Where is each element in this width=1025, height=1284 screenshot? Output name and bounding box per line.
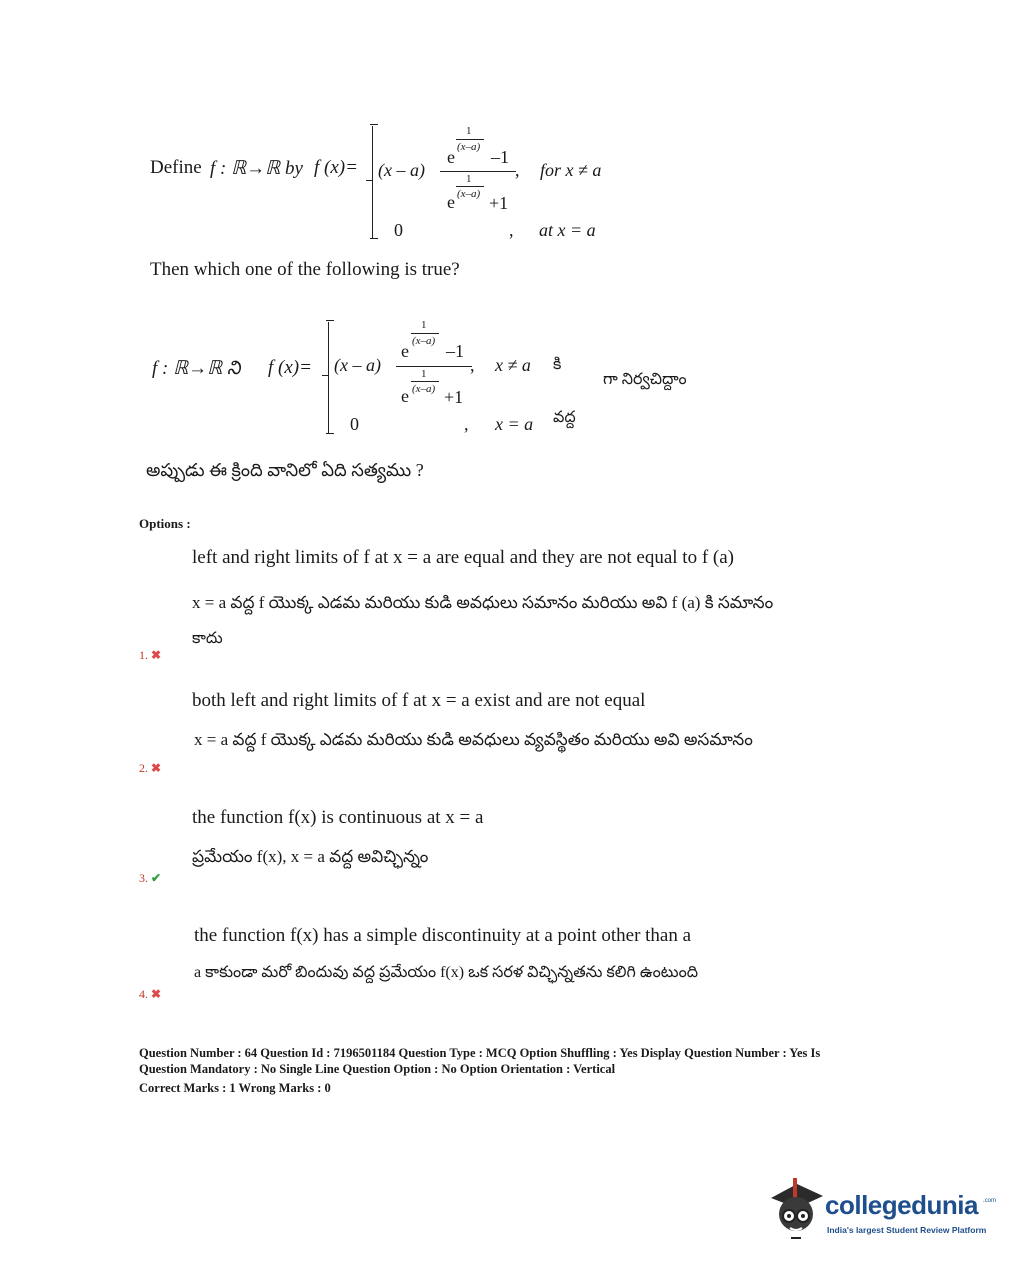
- minus-one: –1: [491, 147, 509, 167]
- correct-check-icon: ✔: [151, 871, 162, 885]
- option-4-number: 4. ✖: [139, 987, 162, 1001]
- numerator-e: e: [447, 147, 455, 167]
- num-exp-den: (x–a): [457, 141, 481, 153]
- main-fraction-bar: [440, 171, 516, 172]
- option-2-number: 2. ✖: [139, 761, 162, 775]
- option-2-english: both left and right limits of f at x = a exist and are not equal: [192, 690, 646, 711]
- wrong-mark-icon: ✖: [151, 761, 162, 775]
- option-3-telugu: ప్రమేయం f(x), x = a వద్ద అవిచ్ఛిన్నం: [192, 847, 429, 866]
- meta-line-3: Correct Marks : 1 Wrong Marks : 0: [139, 1081, 331, 1095]
- function-domain: f : ℝ→ℝ by: [210, 158, 303, 179]
- option-1-telugu-cont: కాదు: [192, 630, 223, 647]
- wrong-mark-icon: ✖: [151, 648, 162, 662]
- x-minus-a-telugu: (x – a): [334, 355, 381, 375]
- zero-value: 0: [394, 220, 403, 240]
- denominator-e: e: [447, 192, 455, 212]
- option-4-telugu: a కాకుండా మరో బిందువు వద్ద ప్రమేయం f(x) ఒక సరళ విచ్ఛిన్నతను కలిగి ఉంటుంది: [194, 964, 698, 981]
- brand-name: collegedunia: [825, 1190, 978, 1220]
- den-exp-den: (x–a): [457, 188, 481, 200]
- brand-tagline: India's largest Student Review Platform: [827, 1225, 987, 1235]
- function-domain-telugu: f : ℝ→ℝ ని: [152, 358, 241, 379]
- option-1-english: left and right limits of f at x = a are equal and they are not equal to f (a): [192, 547, 734, 568]
- x-minus-a: (x – a): [378, 160, 425, 180]
- option-3-number: 3. ✔: [139, 871, 162, 885]
- piecewise-brace-telugu: [328, 322, 329, 434]
- mascot-icon: [765, 1176, 827, 1246]
- meta-line-1: Question Number : 64 Question Id : 7196501184 Question Type : MCQ Option Shuffling : Yes Display Question Number : Yes Is: [139, 1046, 821, 1060]
- option-3-english: the function f(x) is continuous at x = a: [192, 807, 484, 828]
- wrong-mark-icon: ✖: [151, 987, 162, 1001]
- define-word: Define: [150, 157, 202, 178]
- condition-x-eq-a: at x = a: [539, 220, 596, 240]
- meta-line-2: Question Mandatory : No Single Line Question Option : No Option Orientation : Vertical: [139, 1062, 616, 1076]
- condition-x-neq-a: for x ≠ a: [540, 160, 602, 180]
- option-1-telugu: x = a వద్ద f యొక్క ఎడమ మరియు కుడి అవధులు సమానం మరియు అవి f (a) కి సమానం: [192, 593, 774, 612]
- brand-suffix: .com: [983, 1198, 997, 1204]
- den-exp-one: 1: [466, 173, 472, 185]
- question-prompt-english: Then which one of the following is true?: [150, 259, 460, 280]
- fx-equals: f (x)=: [314, 157, 358, 178]
- option-1-number: 1. ✖: [139, 648, 162, 662]
- options-label: Options :: [139, 516, 191, 531]
- collegedunia-logo: [765, 1176, 997, 1246]
- num-exp-one: 1: [466, 125, 472, 137]
- plus-one: +1: [489, 193, 509, 213]
- piecewise-brace: [372, 126, 373, 239]
- option-2-telugu: x = a వద్ద f యొక్క ఎడమ మరియు కుడి అవధులు వ్యవస్థితం మరియు అవి అసమానం: [194, 730, 753, 749]
- defined-telugu: గా నిర్వచిద్దాం: [603, 371, 687, 388]
- fx-equals-telugu: f (x)=: [268, 357, 312, 378]
- option-4-english: the function f(x) has a simple discontinuity at a point other than a: [194, 925, 692, 946]
- question-prompt-telugu: అప్పుడు ఈ క్రింది వానిలో ఏది సత్యము ?: [146, 460, 424, 480]
